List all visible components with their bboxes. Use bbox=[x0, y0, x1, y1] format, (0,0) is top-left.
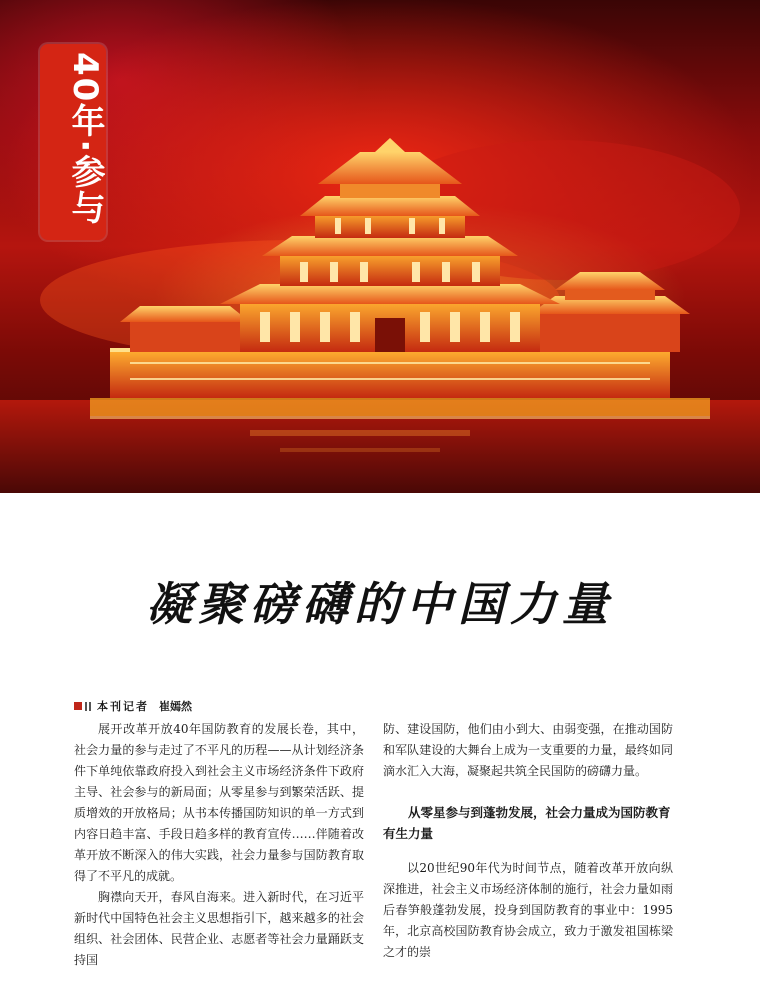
right-column bbox=[383, 719, 673, 963]
byline-name: 崔嫣然 bbox=[159, 700, 192, 713]
palace-illustration bbox=[0, 0, 760, 493]
paragraph: 以20世纪90年代为时间节点，随着改革开放向纵深推进，社会主义市场经济体制的施行，社会力量如雨后春笋般蓬勃发展，投身到国防教育的事业中：1995年，北京高校国防教育协会成立，致力于激发祖国栋梁之才的崇 bbox=[383, 861, 673, 959]
paragraph: 胸襟向天开，春风自海来。进入新时代，在习近平新时代中国特色社会主义思想指引下，越来越多的社会组织、社会团体、民营企业、志愿者等社会力量踊跃支持国 bbox=[74, 890, 364, 967]
byline-square-icon bbox=[74, 702, 82, 710]
series-badge bbox=[40, 44, 106, 240]
paragraph-continuation: 防、建设国防，他们由小到大、由弱变强，在推动国防和军队建设的大舞台上成为一支重要的力量，最终如同滴水汇入大海，凝聚起共筑全民国防的磅礴力量。 bbox=[383, 722, 673, 778]
series-badge-text: 40年·参与 bbox=[65, 52, 105, 227]
hero-photo bbox=[0, 0, 760, 493]
byline-bars-icon bbox=[85, 702, 91, 711]
section-subheading: 从零星参与到蓬勃发展，社会力量成为国防教育有生力量 bbox=[383, 805, 671, 841]
byline-role: 本刊记者 bbox=[97, 700, 149, 713]
article-title: 凝聚磅礴的中国力量 bbox=[146, 577, 614, 631]
left-column bbox=[74, 719, 364, 971]
paragraph: 展开改革开放40年国防教育的发展长卷，其中，社会力量的参与走过了不平凡的历程——从计划经济条件下单纯依靠政府投入到社会主义市场经济条件下政府主导、社会参与的新局面；从零星参与到繁荣活跃、提质增效的开放格局；从书本传播国防知识的单一方式到内容日趋丰富、手段日趋多样的教育宣传……伴随着改革开放不断深入的伟大实践，社会力量参与国防教育取得了不平凡的成就。 bbox=[74, 722, 364, 883]
byline bbox=[74, 698, 192, 714]
